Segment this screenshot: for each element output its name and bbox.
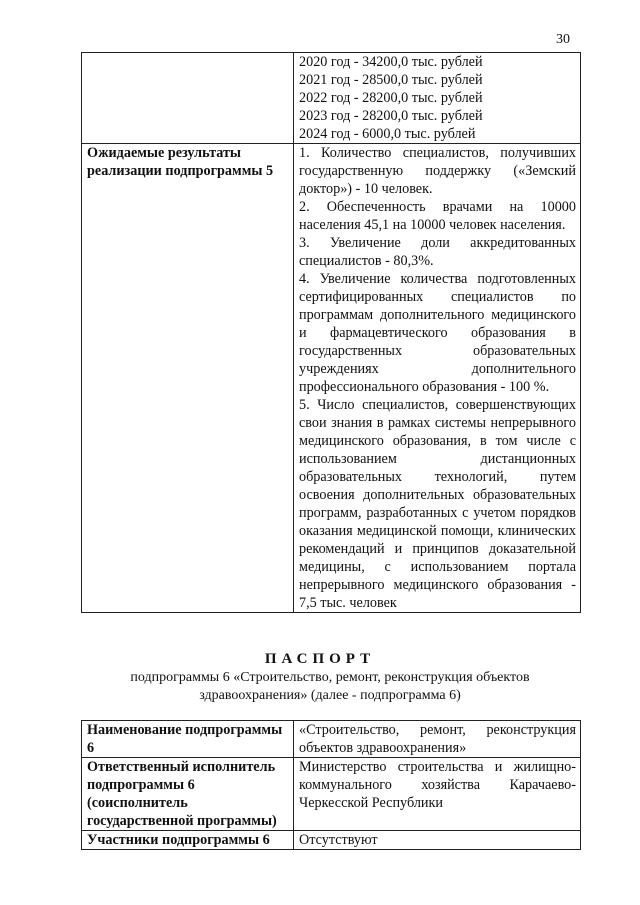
table-row (82, 831, 581, 850)
table-row (82, 144, 581, 613)
funding-line: 2024 год - 6000,0 тыс. рублей (299, 126, 476, 142)
page-number: 30 (556, 32, 570, 47)
row-value: Отсутствуют (294, 831, 581, 850)
row-value: «Строительство, ремонт, реконструкция объектов здравоохранения» (294, 721, 581, 758)
row-label: Ожидаемые результаты реализации подпрограммы 5 (82, 144, 294, 613)
result-item: 4. Увеличение количества подготовленных сертифицированных специалистов по программам дополнительного медицинского и фармацевтического образования в государственных образовательных учреждениях дополнительного профессионального образования - 100 %. (299, 271, 576, 395)
funding-cell (294, 53, 581, 144)
table-row (82, 53, 581, 144)
result-item: 2. Обеспеченность врачами на 10000 населения 45,1 на 10000 человек населения. (299, 199, 576, 233)
passport-subtitle: подпрограммы 6 «Строительство, ремонт, реконструкция объектов здравоохранения» (далее - подпрограмма 6) (130, 670, 530, 703)
row-label: Наименование подпрограммы 6 (82, 721, 294, 758)
row-label (82, 53, 294, 144)
result-item: 1. Количество специалистов, получивших государственную поддержку («Земский доктор») - 10 человек. (299, 145, 576, 197)
subprogram-6-passport-table (81, 720, 581, 850)
table-row (82, 721, 581, 758)
expected-results-cell (294, 144, 581, 613)
funding-line: 2023 год - 28200,0 тыс. рублей (299, 108, 483, 124)
passport-title: ПАСПОРТ (264, 651, 376, 667)
result-item: 3. Увеличение доли аккредитованных специалистов - 80,3%. (299, 235, 576, 269)
result-item: 5. Число специалистов, совершенствующих свои знания в рамках системы непрерывного медицинского образования, в том числе с использованием дистанционных образовательных технологий, путем освоения дополнительных образовательных программ, разработанных с учетом порядков оказания медицинской помощи, клинических рекомендаций и принципов доказательной медицины, с использованием портала непрерывного медицинского образования - 7,5 тыс. человек (299, 397, 576, 611)
funding-line: 2021 год - 28500,0 тыс. рублей (299, 72, 483, 88)
row-label: Ответственный исполнитель подпрограммы 6 (соисполнитель государственной программы) (82, 758, 294, 831)
row-label: Участники подпрограммы 6 (82, 831, 294, 850)
row-value: Министерство строительства и жилищно-коммунального хозяйства Карачаево-Черкесской Республики (294, 758, 581, 831)
funding-line: 2022 год - 28200,0 тыс. рублей (299, 90, 483, 106)
table-row (82, 758, 581, 831)
subprogram-5-table (81, 52, 581, 613)
funding-line: 2020 год - 34200,0 тыс. рублей (299, 54, 483, 70)
